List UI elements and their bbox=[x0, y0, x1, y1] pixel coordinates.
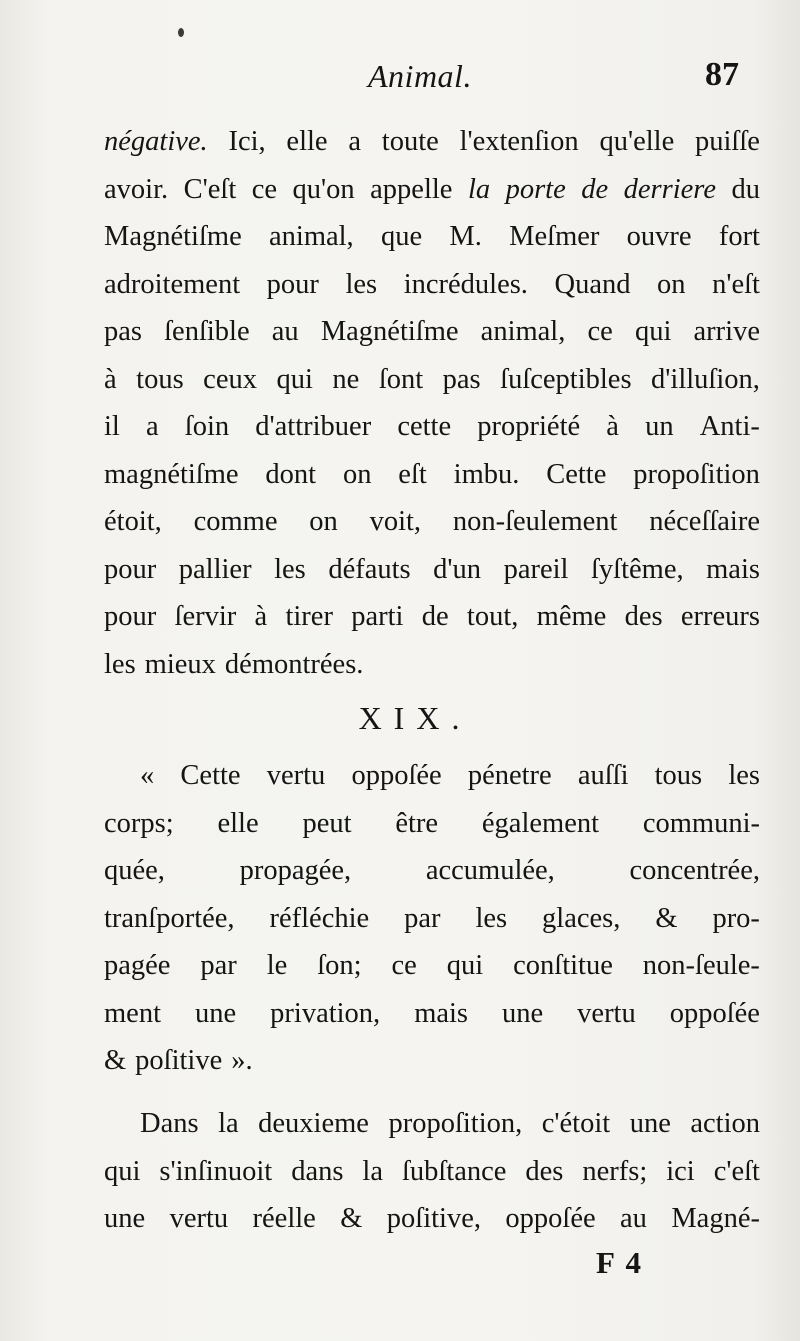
text-line: à tous ceux qui ne ſont pas ſuſceptibles d'illuſion, bbox=[104, 363, 760, 395]
text-line: étoit, comme on voit, non-ſeulement néceſſaire bbox=[104, 506, 760, 537]
text-line: corps; elle peut être également communi- bbox=[104, 807, 760, 839]
paragraph-2 bbox=[104, 1100, 760, 1243]
text-line: pas ſenſible au Magnétiſme animal, ce qui arrive bbox=[104, 316, 760, 347]
ink-speck bbox=[178, 28, 184, 37]
running-head bbox=[0, 52, 800, 102]
running-title: Animal. bbox=[368, 58, 472, 94]
page-number: 87 bbox=[705, 56, 739, 93]
section-heading: XIX. bbox=[358, 700, 472, 736]
text-line: Magnétiſme animal, que M. Meſmer ouvre fort bbox=[104, 221, 760, 252]
text-line: & poſitive ». bbox=[104, 1045, 253, 1076]
signature-mark: F 4 bbox=[596, 1245, 644, 1280]
text-line: tranſportée, réfléchie par les glaces, & pro- bbox=[104, 902, 760, 934]
text-line: pour ſervir à tirer parti de tout, même des erreurs bbox=[104, 601, 760, 632]
text-line: une vertu réelle & poſitive, oppoſée au Magné- bbox=[104, 1203, 760, 1234]
text-line: avoir. C'eſt ce qu'on appelle la porte de derriere du bbox=[104, 173, 760, 205]
text-line: pour pallier les défauts d'un pareil ſyſtême, mais bbox=[104, 553, 760, 585]
text-line: « Cette vertu oppoſée pénetre auſſi tous les bbox=[140, 760, 760, 791]
text-line: Dans la deuxieme propoſition, c'étoit une action bbox=[140, 1108, 760, 1139]
text-line: adroitement pour les incrédules. Quand on n'eſt bbox=[104, 268, 760, 300]
text-line: magnétiſme dont on eſt imbu. Cette propoſition bbox=[104, 458, 760, 490]
text-line: les mieux démontrées. bbox=[104, 648, 364, 680]
text-line: il a ſoin d'attribuer cette propriété à un Anti- bbox=[104, 411, 760, 442]
text-line: pagée par le ſon; ce qui conſtitue non-ſeule- bbox=[104, 950, 760, 981]
text-line: ment une privation, mais une vertu oppoſée bbox=[104, 997, 760, 1029]
paragraph-1 bbox=[104, 118, 760, 688]
quotation-paragraph bbox=[104, 752, 760, 1085]
text-line: quée, propagée, accumulée, concentrée, bbox=[104, 855, 760, 886]
text-line: négative. Ici, elle a toute l'extenſion qu'elle puiſſe bbox=[104, 126, 760, 157]
text-line: qui s'inſinuoit dans la ſubſtance des nerfs; ici c'eſt bbox=[104, 1155, 760, 1187]
